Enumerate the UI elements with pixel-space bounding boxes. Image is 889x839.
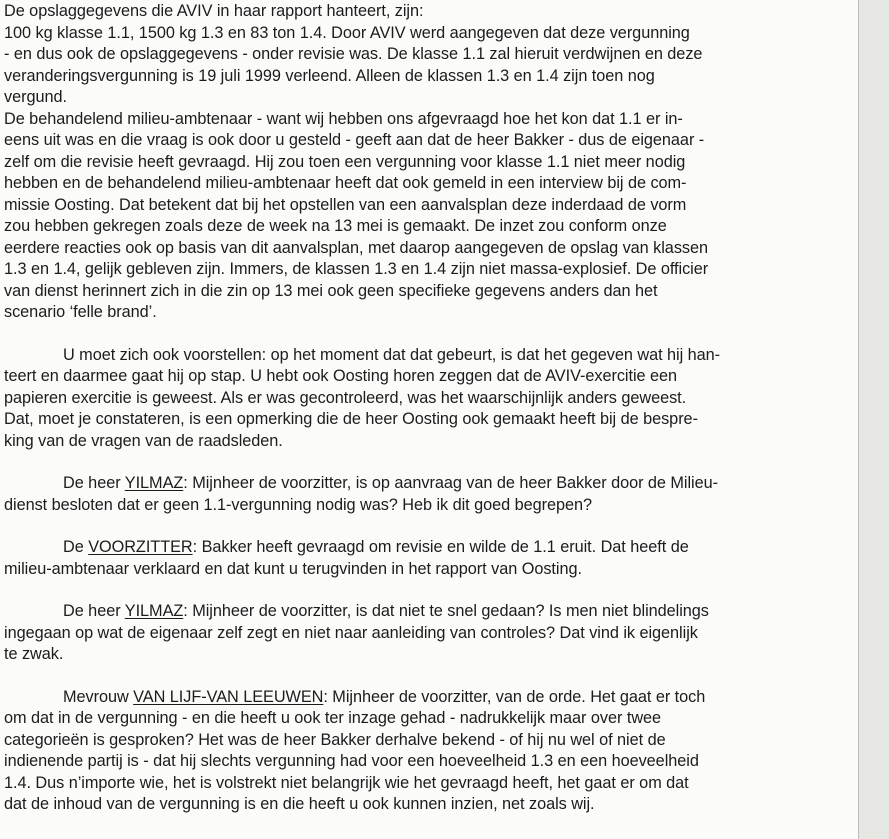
speaker-name: YILMAZ xyxy=(124,474,184,492)
text-line: eens uit was en die vraag is ook door u gesteld - geeft aan dat de heer Bakker - dus de eigenaar - xyxy=(4,131,705,149)
text-line xyxy=(4,687,852,709)
text-line: eerdere reacties ook op basis van dit aanvalsplan, met daarop aangegeven de opslag van klassen xyxy=(4,238,709,257)
paragraph-storage-data xyxy=(4,1,852,109)
text-line: ingegaan op wat de eigenaar zelf zegt en niet naar aanleiding van controles? Dat vind ik eigenlijk xyxy=(4,623,698,642)
speech-text: : Mijnheer de voorzitter, van de orde. Het gaat er toch xyxy=(323,687,706,706)
text-line: papieren exercitie is geweest. Als er was gecontroleerd, was het waarschijnlijk anders geweest. xyxy=(4,388,687,407)
paragraph-yilmaz-question-2 xyxy=(4,601,852,666)
paragraph-van-lijf-point-of-order xyxy=(4,687,852,816)
text-line: teert en daarmee gaat hij op stap. U hebt ook Oosting horen zeggen dat de AVIV-exercitie een xyxy=(4,367,678,385)
speech-text: : Mijnheer de voorzitter, is dat niet te snel gedaan? Is men niet blindelings xyxy=(183,602,709,620)
text-line: 1.3 en 1.4, gelijk gebleven zijn. Immers, de klassen 1.3 en 1.4 zijn niet massa-explosief. De officier xyxy=(4,260,709,278)
text-line: veranderingsvergunning is 19 juli 1999 verleend. Alleen de klassen 1.3 en 1.4 zijn toen nog xyxy=(4,66,655,85)
text-line: indienende partij is - dat hij slechts vergunning had voor een hoeveelheid 1.3 en een hoeveelheid xyxy=(4,752,699,770)
text-line: U moet zich ook voorstellen: op het moment dat dat gebeurt, is dat het gegeven wat hij han- xyxy=(63,345,721,364)
paragraph-environment-officer xyxy=(4,109,852,324)
speech-text: : Bakker heeft gevraagd om revisie en wilde de 1.1 eruit. Dat heeft de xyxy=(192,538,689,556)
speaker-name: VOORZITTER xyxy=(88,538,193,556)
text-line xyxy=(4,473,852,495)
text-line: 100 kg klasse 1.1, 1500 kg 1.3 en 83 ton 1.4. Door AVIV werd aangegeven dat deze vergunning xyxy=(4,23,690,42)
document-body xyxy=(4,1,852,816)
speaker-name: VAN LIJF-VAN LEEUWEN xyxy=(133,687,324,706)
text-line xyxy=(4,601,852,623)
text-line: dienst besloten dat er geen 1.1-vergunning nodig was? Heb ik dit goed begrepen? xyxy=(4,495,593,514)
speaker-prefix: Mevrouw xyxy=(63,687,134,706)
paragraph-aviv-exercise xyxy=(4,345,852,453)
text-line: vergund. xyxy=(4,88,67,106)
text-line: missie Oosting. Dat betekent dat bij het opstellen van een aanvalsplan deze inderdaad de vorm xyxy=(4,195,687,214)
text-line: 1.4. Dus n’importe wie, het is volstrekt niet belangrijk wie het gevraagd heeft, het gaat er om dat xyxy=(4,773,689,792)
text-line: zou hebben gekregen zoals deze de week na 13 mei is gemaakt. De inzet zou conform onze xyxy=(4,217,667,235)
paragraph-yilmaz-question-1 xyxy=(4,473,852,516)
paragraph-chair-answer xyxy=(4,537,852,580)
text-line: Dat, moet je constateren, is een opmerking die de heer Oosting ook gemaakt heeft bij de bespre- xyxy=(4,410,698,428)
speaker-name: YILMAZ xyxy=(124,602,184,620)
text-line: om dat in de vergunning - en die heeft u ook ter inzage gehad - nadrukkelijk maar over twee xyxy=(4,709,662,727)
text-line: hebben en de behandelend milieu-ambtenaar heeft dat ook gemeld in een interview bij de com- xyxy=(4,174,687,192)
text-line xyxy=(4,537,852,559)
text-line: - en dus ook de opslaggegevens - onder revisie was. De klasse 1.1 zal hieruit verdwijnen en deze xyxy=(4,45,703,63)
speaker-prefix: De heer xyxy=(63,474,125,492)
text-line: van dienst herinnert zich in die zin op 13 mei ook geen specifieke gegevens anders dan het xyxy=(4,281,658,300)
text-line: categorieën is gesproken? Het was de heer Bakker derhalve bekend - of hij nu wel of niet de xyxy=(4,730,666,749)
speaker-prefix: De xyxy=(63,538,89,556)
text-line: zelf om die revisie heeft gevraagd. Hij zou toen een vergunning voor klasse 1.1 niet meer nodig xyxy=(4,152,686,171)
text-line: te zwak. xyxy=(4,645,64,663)
text-line: De behandelend milieu-ambtenaar - want wij hebben ons afgevraagd hoe het kon dat 1.1 er in- xyxy=(4,109,683,128)
speech-text: : Mijnheer de voorzitter, is op aanvraag van de heer Bakker door de Milieu- xyxy=(183,474,719,492)
speaker-prefix: De heer xyxy=(63,602,125,620)
text-line: scenario ‘felle brand’. xyxy=(4,303,157,321)
text-line: king van de vragen van de raadsleden. xyxy=(4,431,283,450)
text-line: milieu-ambtenaar verklaard en dat kunt u terugvinden in het rapport van Oosting. xyxy=(4,559,582,578)
text-line: dat de inhoud van de vergunning is en die heeft u ook kunnen inzien, net zoals wij. xyxy=(4,795,595,813)
text-line: De opslaggegevens die AVIV in haar rapport hanteert, zijn: xyxy=(4,2,424,20)
page-margin-background xyxy=(859,0,889,839)
